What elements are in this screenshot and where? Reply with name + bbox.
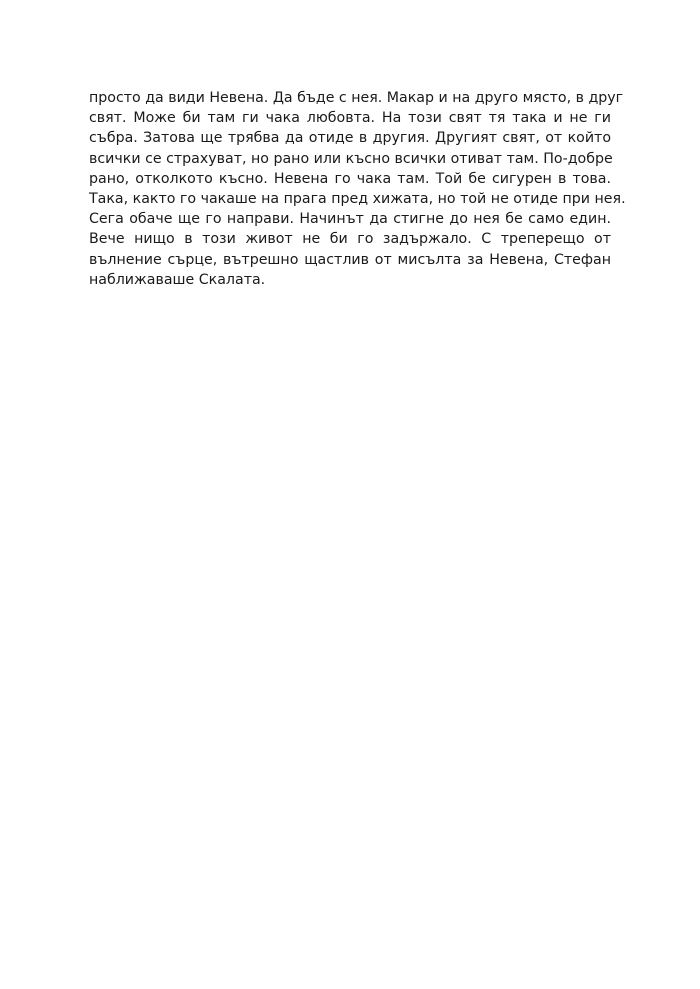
text-line: Сега обаче ще го направи. Начинът да стигне до нея бе само един. bbox=[89, 211, 611, 228]
text-line: свят. Може би там ги чака любовта. На този свят тя така и не ги bbox=[89, 110, 611, 127]
text-line: вълнение сърце, вътрешно щастлив от мисълта за Невена, Стефан bbox=[89, 251, 611, 268]
text-line: просто да види Невена. Да бъде с нея. Макар и на друго място, в друг bbox=[89, 90, 624, 106]
text-line: наближаваше Скалата. bbox=[89, 271, 266, 288]
text-line: всички се страхуват, но рано или късно всички отиват там. По-добре bbox=[89, 150, 613, 167]
text-line: рано, отколкото късно. Невена го чака там. Той бе сигурен в това. bbox=[89, 170, 611, 187]
text-line: Така, както го чакаше на прага пред хижата, но той не отиде при нея. bbox=[89, 190, 626, 207]
text-line: Вече нищо в този живот не би го задържало. С треперещо от bbox=[89, 231, 611, 248]
body-paragraph bbox=[89, 88, 626, 290]
text-line: събра. Затова ще трябва да отиде в другия. Другият свят, от който bbox=[89, 130, 611, 147]
